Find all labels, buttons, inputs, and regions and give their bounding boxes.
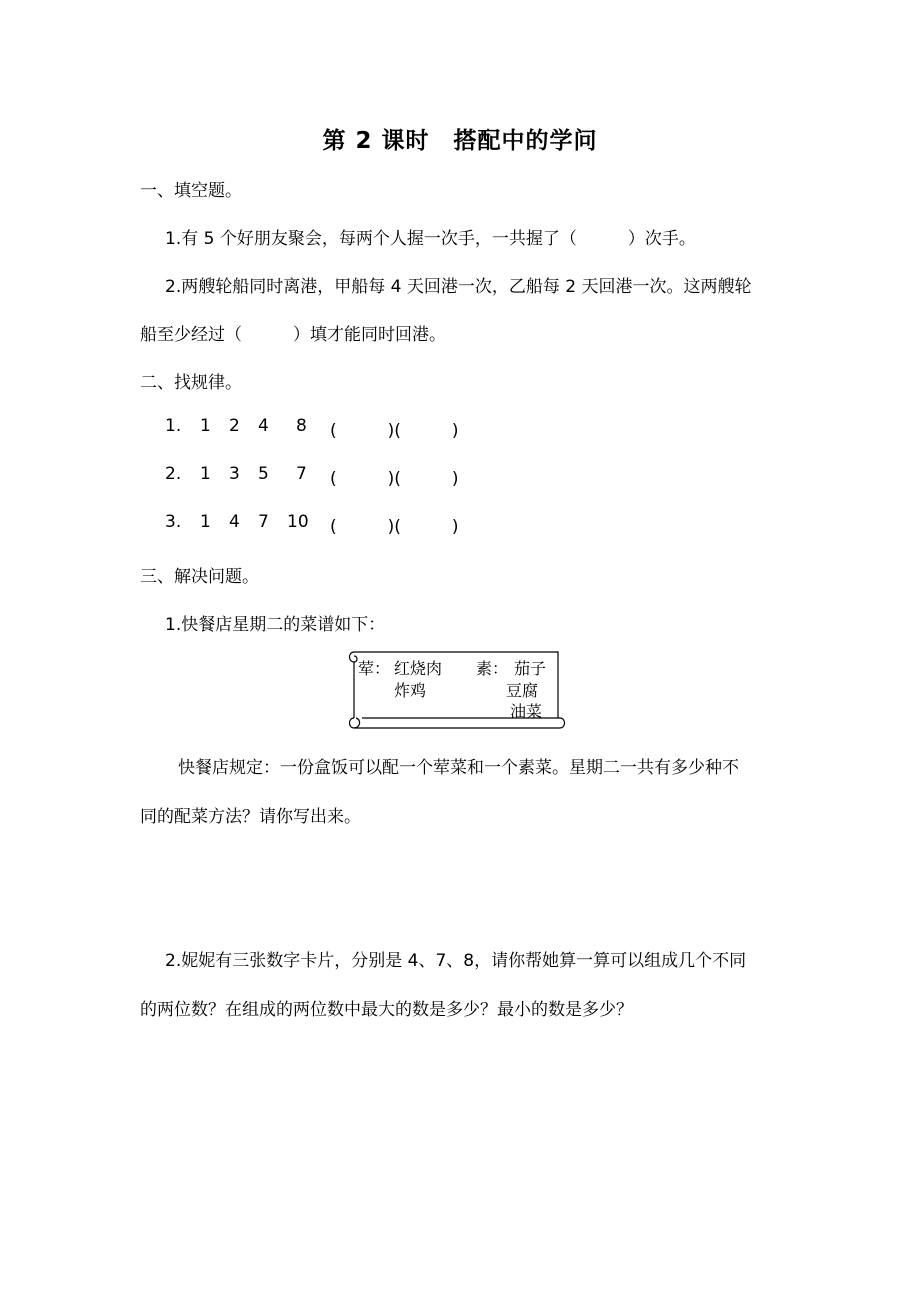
section3-question1-rule-line1: 快餐店规定：一份盒饭可以配一个荤菜和一个素菜。星期二一共有多少种不 — [178, 758, 739, 778]
menu-scroll — [346, 648, 568, 732]
pattern-number: 7 — [258, 512, 269, 532]
pattern-index: 2. — [165, 464, 182, 484]
menu-meat-label: 荤： — [358, 659, 391, 678]
section3-question2-line1: 2.妮妮有三张数字卡片，分别是 4、7、8，请你帮她算一算可以组成几个不同 — [165, 951, 747, 971]
pattern-number: 1 — [200, 464, 211, 484]
section1-heading: 一、填空题。 — [140, 181, 242, 201]
menu-veg-item: 油菜 — [510, 702, 543, 721]
section3-question1-rule-line2: 同的配菜方法？请你写出来。 — [140, 807, 361, 827]
pattern-number: 1 — [200, 416, 211, 436]
answer-blanks: ( )( ) — [330, 421, 459, 441]
section3-question2-line2: 的两位数？在组成的两位数中最大的数是多少？最小的数是多少？ — [140, 1000, 633, 1020]
section1-question2-line2: 船至少经过（ ）填才能同时回港。 — [140, 325, 446, 345]
pattern-number: 8 — [296, 416, 307, 436]
menu-meat-item: 红烧肉 — [394, 659, 443, 678]
pattern-number: 2 — [229, 416, 240, 436]
menu-veg-item: 茄子 — [514, 659, 547, 678]
pattern-number: 4 — [229, 512, 240, 532]
pattern-number: 1 — [200, 512, 211, 532]
pattern-number: 3 — [229, 464, 240, 484]
section3-question1-intro: 1.快餐店星期二的菜谱如下： — [165, 615, 386, 635]
page-title: 第 2 课时 搭配中的学问 — [322, 128, 598, 154]
pattern-number: 5 — [258, 464, 269, 484]
pattern-number: 4 — [258, 416, 269, 436]
pattern-number: 10 — [287, 512, 309, 532]
section1-question2-line1: 2.两艘轮船同时离港，甲船每 4 天回港一次，乙船每 2 天回港一次。这两艘轮 — [165, 277, 752, 297]
section1-question1: 1.有 5 个好朋友聚会，每两个人握一次手，一共握了（ ）次手。 — [165, 229, 696, 249]
answer-blanks: ( )( ) — [330, 469, 459, 489]
pattern-index: 3. — [165, 512, 182, 532]
pattern-index: 1. — [165, 416, 182, 436]
menu-meat-item: 炸鸡 — [394, 681, 427, 700]
menu-veg-label: 素： — [476, 659, 509, 678]
section2-heading: 二、找规律。 — [140, 373, 242, 393]
answer-blanks: ( )( ) — [330, 517, 459, 537]
section3-heading: 三、解决问题。 — [140, 567, 259, 587]
pattern-number: 7 — [296, 464, 307, 484]
menu-veg-item: 豆腐 — [506, 681, 539, 700]
